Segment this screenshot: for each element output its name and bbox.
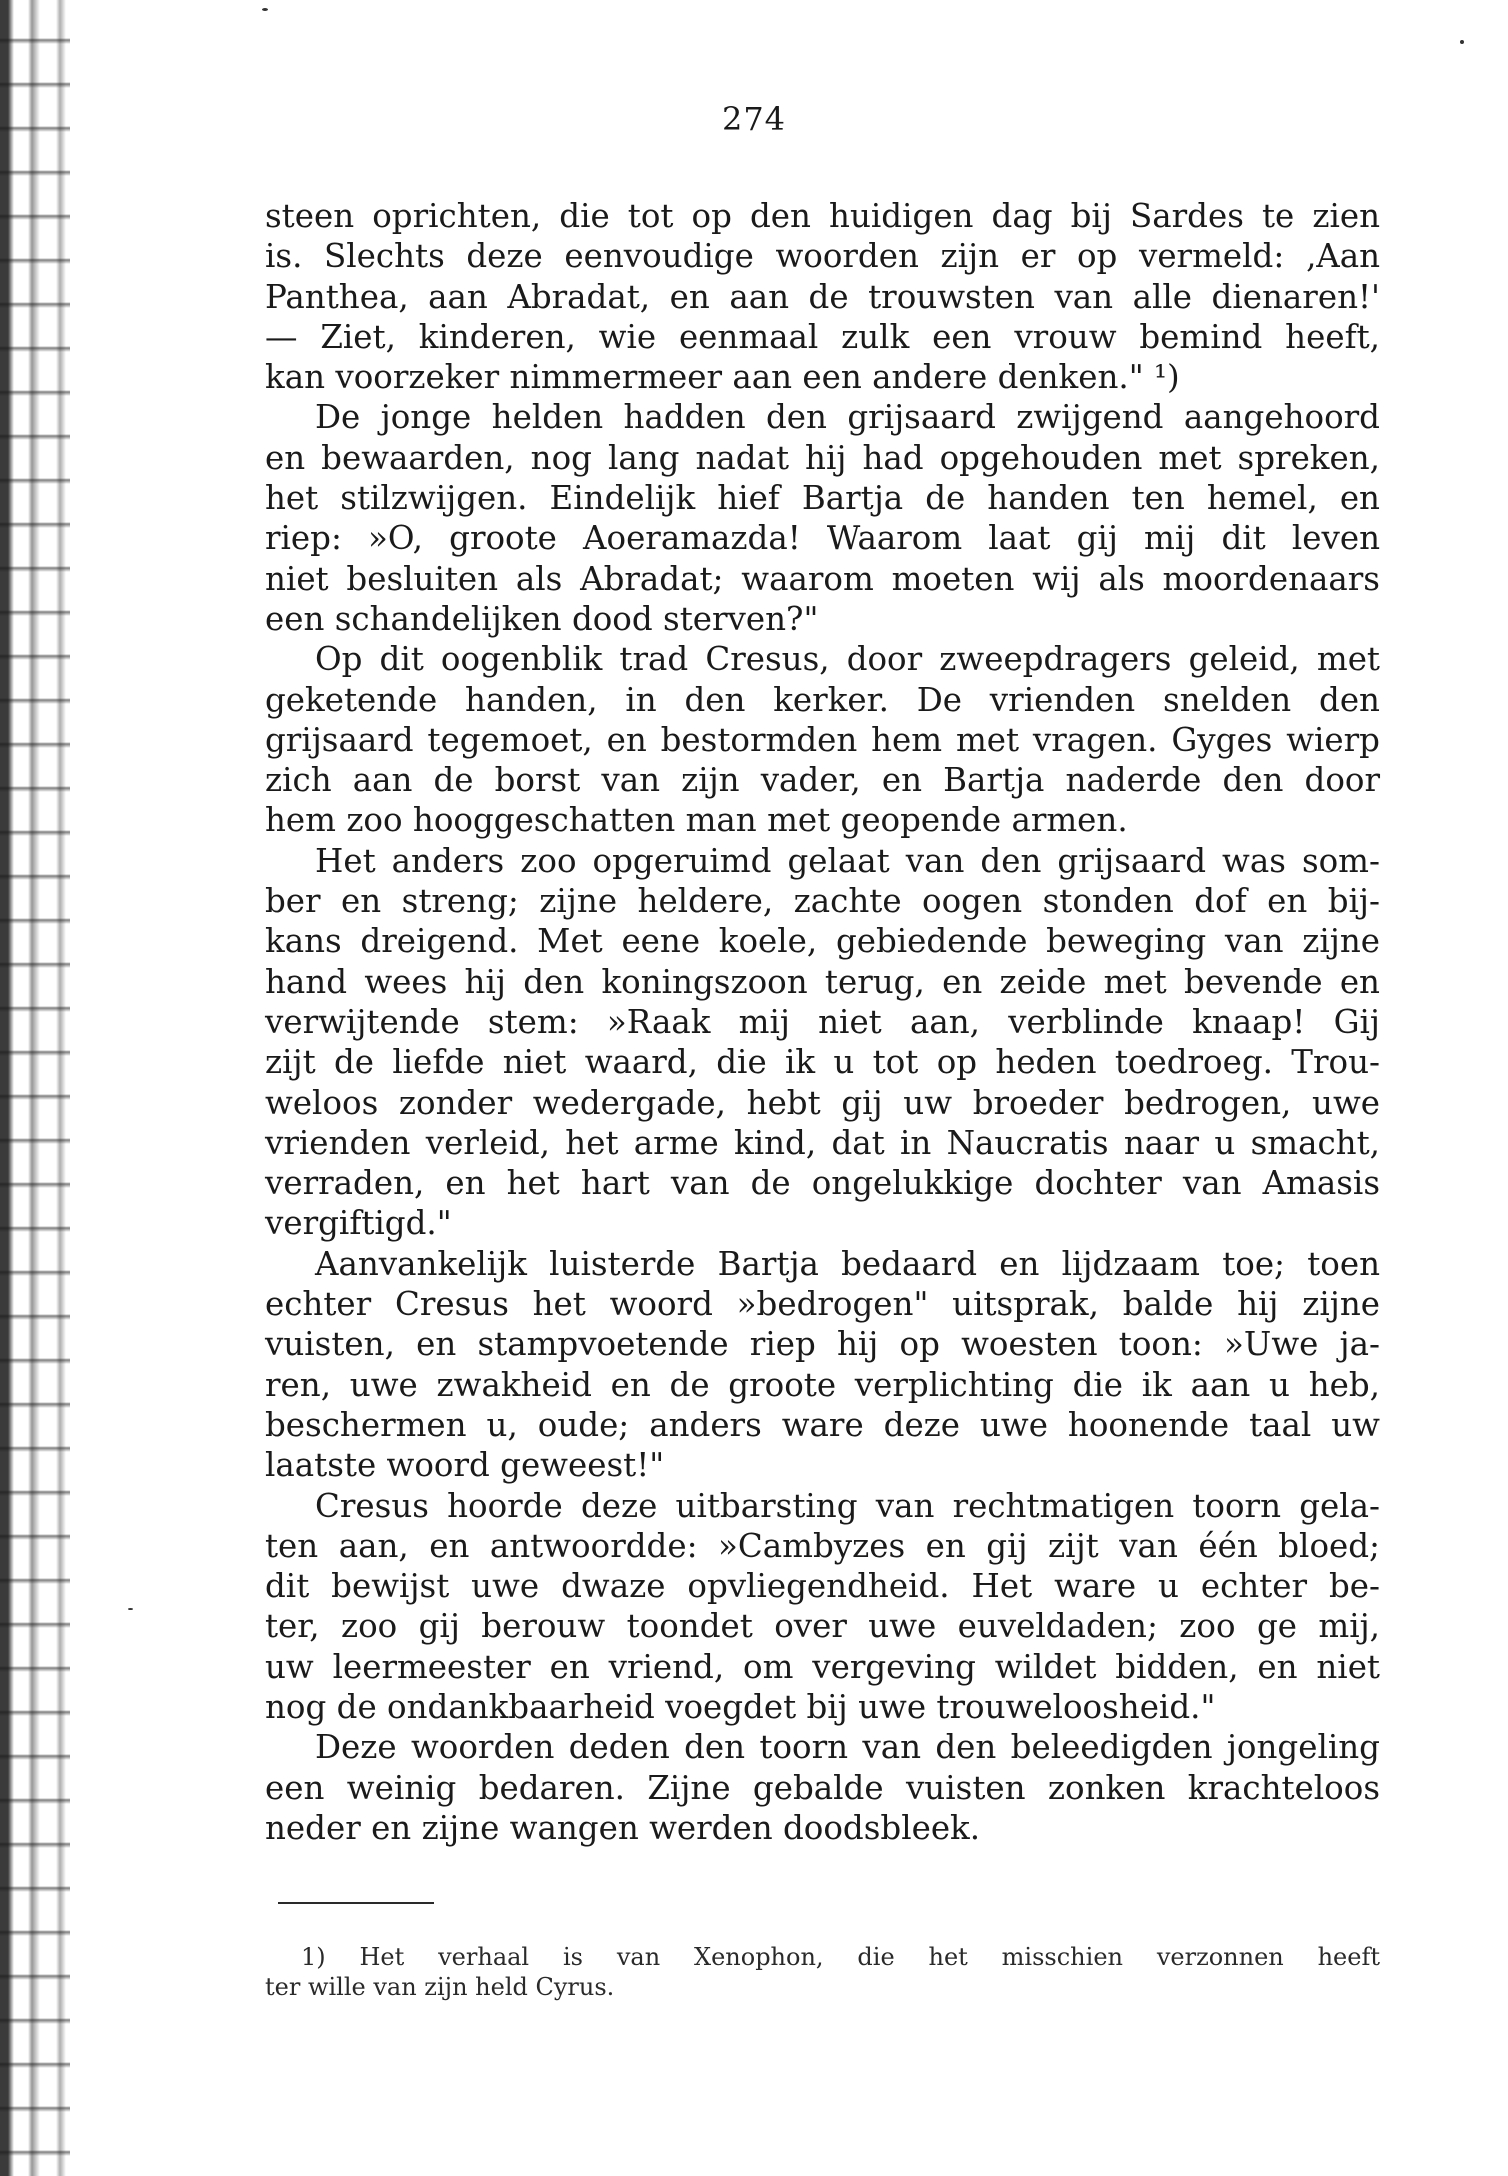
text-line: kan voorzeker nimmermeer aan een andere denken." ¹) [265,358,1180,397]
paragraph [265,841,1380,1244]
text-line: — Ziet, kinderen, wie eenmaal zulk een vrouw bemind heeft, [265,317,1380,356]
text-line: Deze woorden deden den toorn van den beleedigden jongeling [315,1728,1380,1767]
text-line: Het anders zoo opgeruimd gelaat van den grijsaard was som- [315,841,1380,880]
text-line: Op dit oogenblik trad Cresus, door zweepdragers geleid, met [315,640,1380,679]
paragraph [265,1244,1380,1486]
text-line: een schandelijken dood sterven?" [265,599,819,638]
text-line: is. Slechts deze eenvoudige woorden zijn er op vermeld: ‚Aan [265,237,1380,276]
page-number: 274 [721,100,787,138]
text-line: verraden, en het hart van de ongelukkige dochter van Amasis [265,1164,1380,1203]
text-line: vuisten, en stampvoetende riep hij op woesten toon: »Uwe ja- [265,1325,1380,1364]
text-line: zich aan de borst van zijn vader, en Bartja naderde den door [265,761,1380,800]
text-line: niet besluiten als Abradat; waarom moeten wij als moordenaars [265,559,1380,598]
text-line: ter, zoo gij berouw toondet over uwe euveldaden; zoo ge mij, [265,1607,1380,1646]
text-line: het stilzwijgen. Eindelijk hief Bartja de handen ten hemel, en [265,479,1380,518]
scan-speck [1460,40,1464,44]
paragraph [265,1727,1380,1848]
text-line: steen oprichten, die tot op den huidigen dag bij Sardes te zien [265,197,1380,235]
text-line: geketende handen, in den kerker. De vrienden snelden den [265,680,1380,719]
text-line: Aanvankelijk luisterde Bartja bedaard en lijdzaam toe; toen [315,1244,1380,1283]
paragraph [265,196,1380,397]
scan-speck [128,1608,133,1610]
footnote-divider [278,1902,434,1904]
text-line: hem zoo hooggeschatten man met geopende armen. [265,801,1128,840]
scan-binding-edge [0,0,70,2176]
text-line: ren, uwe zwakheid en de groote verplichting die ik aan u heb, [265,1365,1380,1404]
text-line: een weinig bedaren. Zijne gebalde vuisten zonken krachteloos [265,1768,1380,1807]
text-line: beschermen u, oude; anders ware deze uwe hoonende taal uw [265,1405,1380,1444]
footnote [265,1942,1380,2002]
text-line: weloos zonder wedergade, hebt gij uw broeder bedrogen, uwe [265,1083,1380,1122]
text-line: neder en zijne wangen werden doodsbleek. [265,1808,981,1847]
text-line: uw leermeester en vriend, om vergeving wildet bidden, en niet [265,1647,1380,1686]
text-line: vergiftigd." [265,1204,452,1243]
text-line: De jonge helden hadden den grijsaard zwijgend aangehoord [315,398,1380,437]
text-line: Cresus hoorde deze uitbarsting van rechtmatigen toorn gela- [315,1486,1380,1525]
text-line: laatste woord geweest!" [265,1446,665,1485]
paragraph [265,639,1380,840]
footnote-line: 1) Het verhaal is van Xenophon, die het misschien verzonnen heeft [301,1943,1380,1971]
text-line: vrienden verleid, het arme kind, dat in Naucratis naar u smacht, [265,1123,1380,1162]
text-line: hand wees hij den koningszoon terug, en zeide met bevende en [265,962,1380,1001]
paragraph [265,397,1380,639]
footnote-line: ter wille van zijn held Cyrus. [265,1973,615,2001]
text-line: en bewaarden, nog lang nadat hij had opgehouden met spreken, [265,438,1380,477]
text-line: dit bewijst uwe dwaze opvliegendheid. Het ware u echter be- [265,1567,1380,1606]
scan-speck [262,8,268,11]
text-line: zijt de liefde niet waard, die ik u tot op heden toedroeg. Trou- [265,1043,1380,1082]
text-line: echter Cresus het woord »bedrogen" uitsprak, balde hij zijne [265,1285,1380,1324]
text-line: ber en streng; zijne heldere, zachte oogen stonden dof en bij- [265,882,1380,921]
text-line: nog de ondankbaarheid voegdet bij uwe trouweloosheid." [265,1687,1216,1726]
body-text [265,196,1380,1848]
text-line: verwijtende stem: »Raak mij niet aan, verblinde knaap! Gij [265,1002,1380,1041]
text-line: ten aan, en antwoordde: »Cambyzes en gij zijt van één bloed; [265,1526,1380,1565]
text-line: grijsaard tegemoet, en bestormden hem met vragen. Gyges wierp [265,720,1380,759]
paragraph [265,1486,1380,1728]
text-line: kans dreigend. Met eene koele, gebiedende beweging van zijne [265,922,1380,961]
text-line: Panthea, aan Abradat, en aan de trouwsten van alle dienaren!' [265,277,1380,316]
text-line: riep: »O, groote Aoeramazda! Waarom laat gij mij dit leven [265,519,1380,558]
